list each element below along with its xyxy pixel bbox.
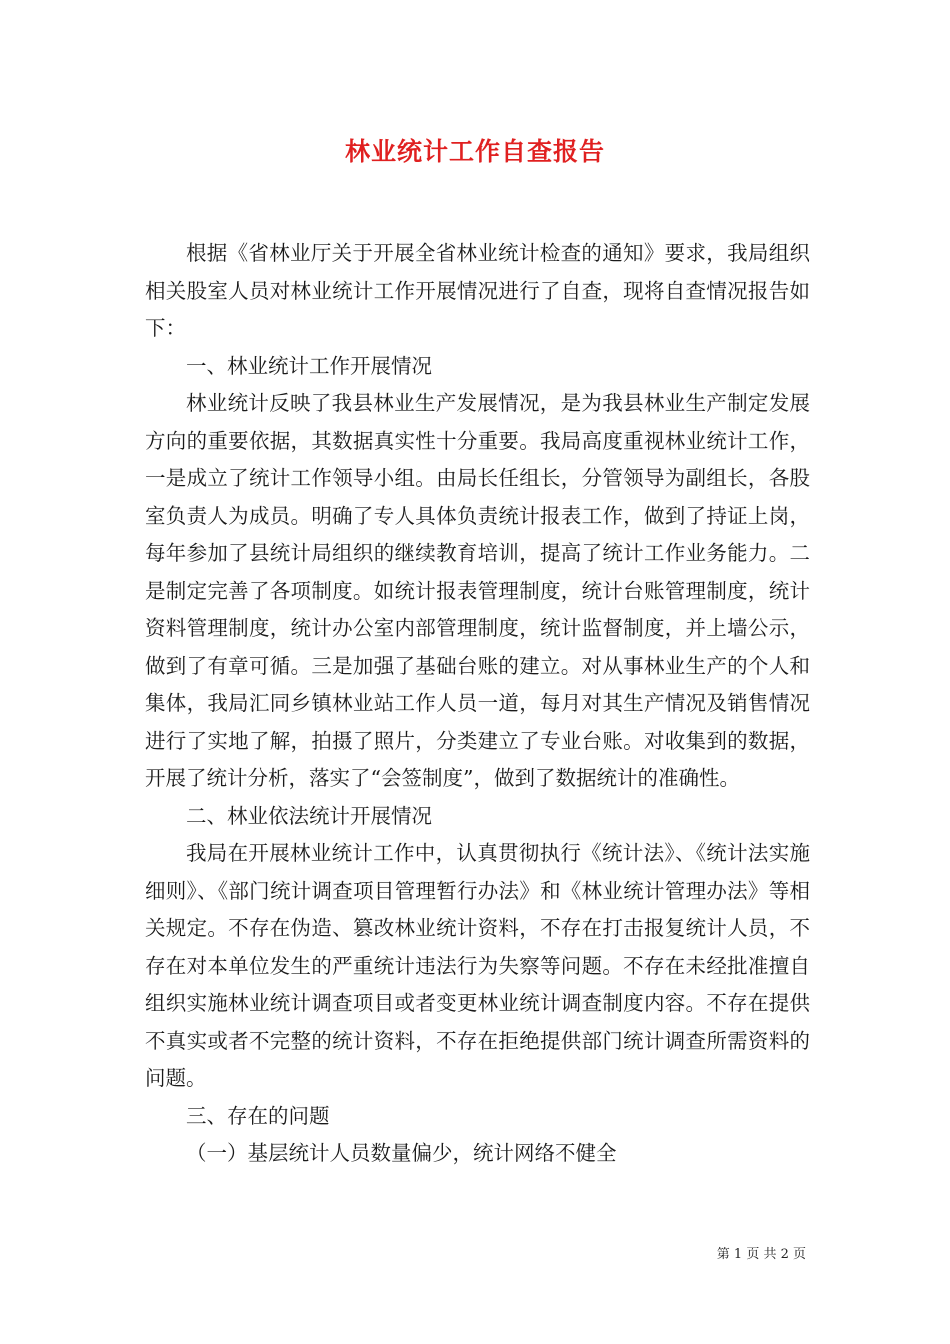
- paragraph-section-1: 林业统计反映了我县林业生产发展情况，是为我县林业生产制定发展方向的重要依据，其数据真实性十分重要。我局高度重视林业统计工作，一是成立了统计工作领导小组。由局长任组长，分管领导为副组长，各股室负责人为成员。明确了专人具体负责统计报表工作，做到了持证上岗，每年参加了县统计局组织的继续教育培训，提高了统计工作业务能力。二是制定完善了各项制度。如统计报表管理制度，统计台账管理制度，统计资料管理制度，统计办公室内部管理制度，统计监督制度，并上墙公示，做到了有章可循。三是加强了基础台账的建立。对从事林业生产的个人和集体，我局汇同乡镇林业站工作人员一道，每月对其生产情况及销售情况进行了实地了解，拍摄了照片，分类建立了专业台账。对收集到的数据，开展了统计分析，落实了“会签制度”，做到了数据统计的准确性。: [145, 391, 810, 790]
- section-heading-2: 二、林业依法统计开展情况: [186, 803, 432, 828]
- subsection-heading-1: （一）基层统计人员数量偏少，统计网络不健全: [186, 1141, 617, 1165]
- page-number-footer: 第 1 页 共 2 页: [716, 1247, 806, 1262]
- document-body: [145, 235, 810, 1173]
- paragraph-intro: 根据《省林业厅关于开展全省林业统计检查的通知》要求，我局组织相关股室人员对林业统计工作开展情况进行了自查，现将自查情况报告如下：: [145, 241, 810, 340]
- section-heading-3: 三、存在的问题: [186, 1103, 330, 1128]
- section-heading-1: 一、林业统计工作开展情况: [186, 353, 432, 378]
- document-title: 林业统计工作自查报告: [344, 137, 605, 166]
- paragraph-section-2: 我局在开展林业统计工作中，认真贯彻执行《统计法》、《统计法实施细则》、《部门统计调查项目管理暂行办法》和《林业统计管理办法》等相关规定。不存在伪造、篡改林业统计资料，不存在打击报复统计人员，不存在对本单位发生的严重统计违法行为失察等问题。不存在未经批准擅自组织实施林业统计调查项目或者变更林业统计调查制度内容。不存在提供不真实或者不完整的统计资料，不存在拒绝提供部门统计调查所需资料的问题。: [145, 841, 810, 1090]
